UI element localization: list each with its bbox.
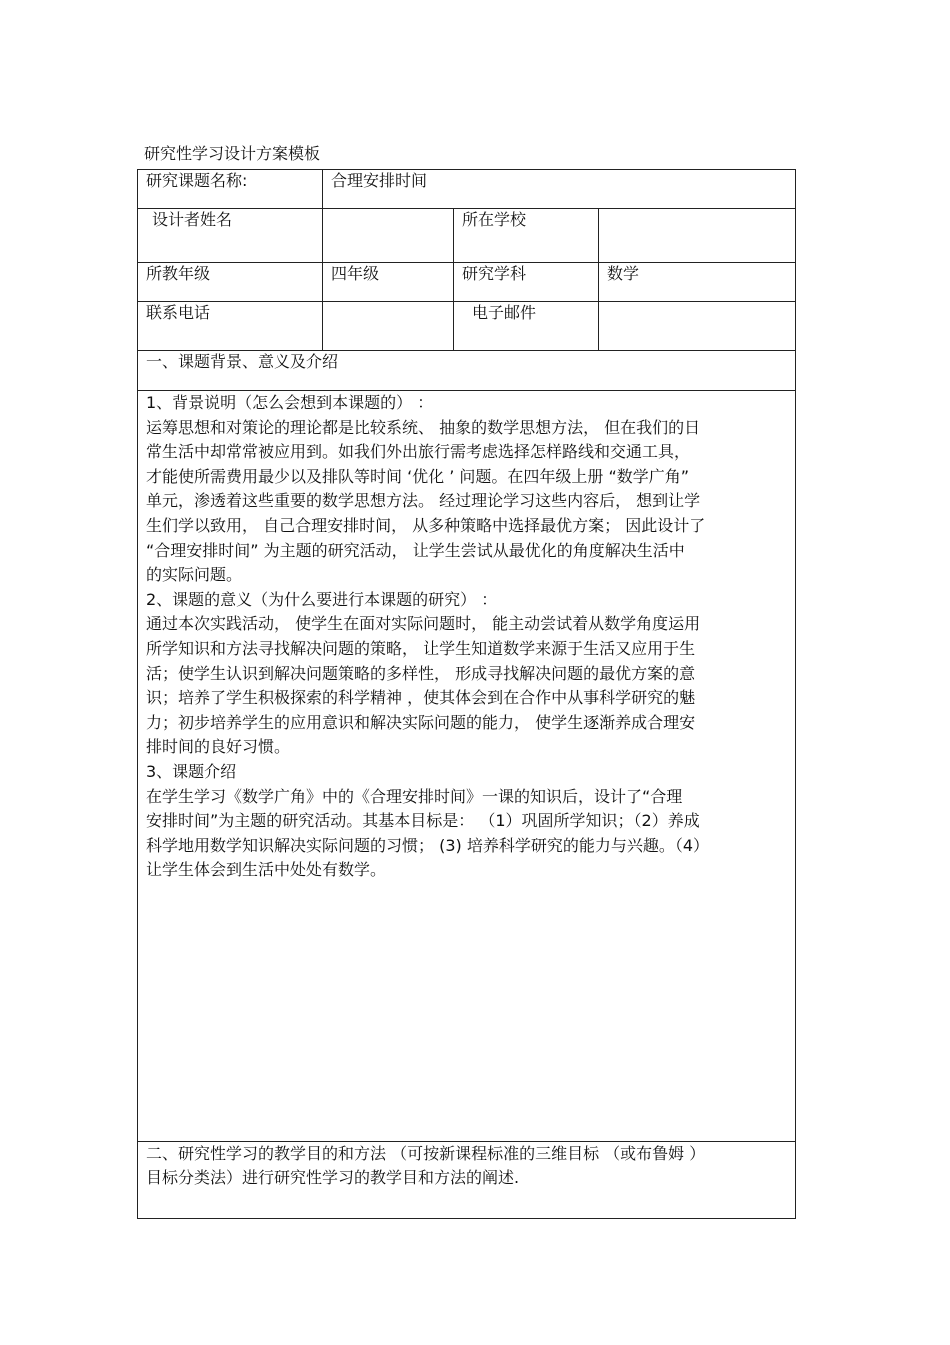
- row-section1-body: [138, 391, 796, 1142]
- s1-line: 安排时间”为主题的研究活动。其基本目标是： （1）巩固所学知识；（2）养成: [146, 811, 700, 831]
- subject-value[interactable]: 数学: [599, 263, 796, 302]
- s1-line: 让学生体会到生活中处处有数学。: [146, 860, 387, 880]
- section1-heading: 一、课题背景、意义及介绍: [138, 351, 796, 391]
- s1-line: 生们学以致用， 自己合理安排时间， 从多种策略中选择最优方案； 因此设计了: [146, 515, 706, 535]
- s1-line: 才能使所需费用最少以及排队等时间 ‘优化 ’ 问题。在四年级上册 “数学广角”: [146, 466, 690, 486]
- s1-line: 排时间的良好习惯。: [146, 737, 291, 757]
- row-section1-heading: [138, 351, 796, 391]
- row-section2: [138, 1142, 796, 1219]
- s1-line: 通过本次实践活动， 使学生在面对实际问题时， 能主动尝试着从数学角度运用: [146, 614, 701, 634]
- section2-heading[interactable]: [138, 1142, 796, 1219]
- school-label: 所在学校: [454, 209, 599, 263]
- s2-line: 二、研究性学习的教学目的和方法 （可按新课程标准的三维目标 （或布鲁姆 ）: [146, 1144, 706, 1163]
- row-grade-subject: [138, 263, 796, 302]
- topic-label: 研究课题名称:: [138, 170, 323, 209]
- topic-value[interactable]: 合理安排时间: [323, 170, 796, 209]
- s1-line: 所学知识和方法寻找解决问题的策略， 让学生知道数学来源于生活又应用于生: [146, 638, 696, 658]
- s1-line: 的实际问题。: [146, 565, 243, 585]
- row-phone-email: [138, 302, 796, 351]
- s1-line: 1、背景说明（怎么会想到本课题的） ：: [146, 393, 434, 412]
- s1-line: 识；培养了学生积极探索的科学精神 ，使其体会到在合作中从事科学研究的魅: [146, 688, 696, 708]
- s2-line: 目标分类法）进行研究性学习的教学目和方法的阐述.: [146, 1168, 520, 1187]
- document-title: 研究性学习设计方案模板: [144, 144, 321, 163]
- phone-value[interactable]: [323, 302, 454, 351]
- school-value[interactable]: [599, 209, 796, 263]
- grade-value[interactable]: 四年级: [323, 263, 454, 302]
- email-label: 电子邮件: [454, 302, 599, 351]
- s1-line: 活；使学生认识到解决问题策略的多样性， 形成寻找解决问题的最优方案的意: [146, 663, 696, 683]
- s1-line: 2、课题的意义（为什么要进行本课题的研究） ：: [146, 589, 498, 609]
- s1-line: 科学地用数学知识解决实际问题的习惯； (3) 培养科学研究的能力与兴趣。（4）: [146, 835, 710, 855]
- s1-line: 运筹思想和对策论的理论都是比较系统、 抽象的数学思想方法， 但在我们的日: [146, 417, 701, 437]
- s1-line: “合理安排时间” 为主题的研究活动， 让学生尝试从最优化的角度解决生活中: [146, 540, 685, 560]
- s1-line: 单元，渗透着这些重要的数学思想方法。 经过理论学习这些内容后， 想到让学: [146, 491, 701, 511]
- designer-value[interactable]: [323, 209, 454, 263]
- design-form-table: [137, 169, 796, 1219]
- row-designer-school: [138, 209, 796, 263]
- email-value[interactable]: [599, 302, 796, 351]
- s1-line: 在学生学习《数学广角》中的《合理安排时间》一课的知识后，设计了“合理: [146, 786, 683, 806]
- s1-line: 3、课题介绍: [146, 761, 237, 781]
- row-topic: [138, 170, 796, 209]
- s1-line: 常生活中却常常被应用到。如我们外出旅行需考虑选择怎样路线和交通工具，: [146, 442, 691, 462]
- designer-label: 设计者姓名: [138, 209, 323, 263]
- phone-label: 联系电话: [138, 302, 323, 351]
- subject-label: 研究学科: [454, 263, 599, 302]
- s1-line: 力；初步培养学生的应用意识和解决实际问题的能力， 使学生逐渐养成合理安: [146, 712, 696, 732]
- section1-body[interactable]: [138, 391, 796, 1142]
- grade-label: 所教年级: [138, 263, 323, 302]
